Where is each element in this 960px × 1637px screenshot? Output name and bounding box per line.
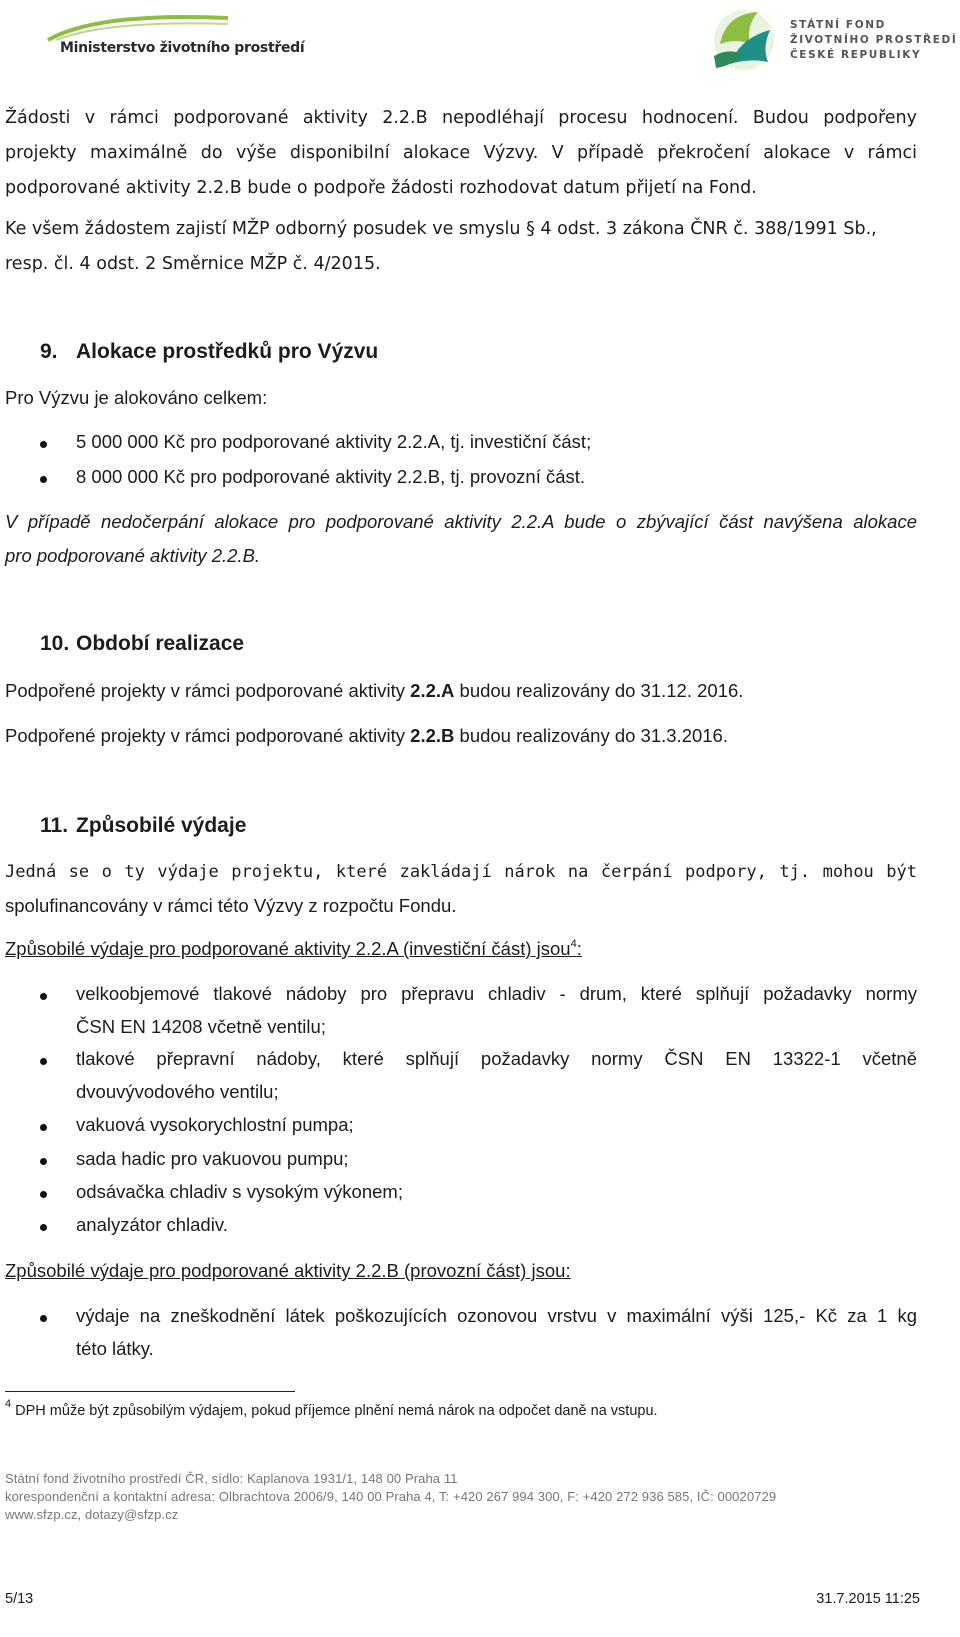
section-lead: Pro Výzvu je alokováno celkem:	[5, 387, 268, 408]
allocation-note-line: pro podporované aktivity 2.2.B.	[5, 545, 261, 566]
section-number: 9.	[40, 340, 58, 363]
realization-text: budou realizovány do 31.12. 2016.	[454, 680, 744, 701]
list-item: sada hadic pro vakuovou pumpu;	[76, 1148, 349, 1169]
footer-contact: korespondenční a kontaktní adresa: Olbrachtova 2006/9, 140 00 Praha 4, T: +420 267 994 300, F: +420 272 936 585, IČ: 00020729	[5, 1489, 777, 1504]
intro-line: resp. čl. 4 odst. 2 Směrnice MŽP č. 4/2015.	[5, 254, 381, 274]
intro-line: Ke všem žádostem zajistí MŽP odborný posudek ve smyslu § 4 odst. 3 zákona ČNR č. 388/1991 Sb.,	[5, 219, 877, 239]
fund-leaf-icon	[706, 4, 782, 76]
intro-line: podporované aktivity 2.2.B bude o podpoře žádosti rozhodovat datum přijetí na Fond.	[5, 178, 757, 198]
bullet-icon	[40, 1315, 47, 1322]
allocation-note-line: V případě nedočerpání alokace pro podporované aktivity 2.2.A bude o zbývající část navýšena alokace	[5, 511, 917, 532]
bullet-icon	[40, 1191, 47, 1198]
section-title: Alokace prostředků pro Výzvu	[76, 340, 379, 363]
eligible-b-heading: Způsobilé výdaje pro podporované aktivity 2.2.B (provozní část) jsou:	[5, 1260, 571, 1281]
footnote-divider	[5, 1391, 295, 1392]
section-number: 10.	[40, 632, 70, 655]
realization-line	[5, 725, 728, 747]
fund-logo-line: ŽIVOTNÍHO PROSTŘEDÍ	[790, 34, 958, 46]
eligible-a-heading	[5, 938, 582, 960]
bullet-icon	[40, 476, 47, 483]
realization-text: Podpořené projekty v rámci podporované aktivity	[5, 725, 411, 746]
bullet-icon	[40, 1224, 47, 1231]
list-item: velkoobjemové tlakové nádoby pro přepravu chladiv - drum, které splňují požadavky normy	[76, 983, 917, 1004]
bullet-icon	[40, 441, 47, 448]
list-item: odsávačka chladiv s vysokým výkonem;	[76, 1181, 403, 1202]
eligible-intro-line: Jedná se o ty výdaje projektu, které zakládají nárok na čerpání podpory, tj. mohou být	[5, 862, 917, 882]
intro-line: Žádosti v rámci podporované aktivity 2.2.B nepodléhají procesu hodnocení. Budou podpořeny	[5, 108, 917, 128]
footer-web: www.sfzp.cz, dotazy@sfzp.cz	[5, 1507, 179, 1522]
bullet-icon	[40, 1158, 47, 1165]
footnote-ref: 4	[570, 938, 577, 950]
section-number: 11.	[40, 814, 69, 837]
realization-text: Podpořené projekty v rámci podporované aktivity	[5, 680, 411, 701]
activity-code: 2.2.B	[410, 725, 455, 746]
realization-line	[5, 680, 743, 702]
list-item-continuation: ČSN EN 14208 včetně ventilu;	[76, 1016, 326, 1037]
bullet-icon	[40, 1124, 47, 1131]
list-item: 8 000 000 Kč pro podporované aktivity 2.2.B, tj. provozní část.	[76, 466, 586, 487]
list-item: tlakové přepravní nádoby, které splňují požadavky normy ČSN EN 13322-1 včetně	[76, 1048, 917, 1069]
eligible-a-heading-text: Způsobilé výdaje pro podporované aktivity 2.2.A (investiční část) jsou	[5, 938, 571, 959]
activity-code: 2.2.A	[410, 680, 455, 701]
eligible-intro-line: spolufinancovány v rámci této Výzvy z rozpočtu Fondu.	[5, 895, 457, 916]
ministry-logo-arc-icon	[38, 10, 238, 42]
footnote	[5, 1398, 658, 1419]
list-item: 5 000 000 Kč pro podporované aktivity 2.2.A, tj. investiční část;	[76, 431, 592, 452]
page-number: 5/13	[5, 1591, 34, 1607]
fund-logo-line: STÁTNÍ FOND	[790, 19, 886, 31]
section-title: Období realizace	[76, 632, 245, 655]
fund-logo-line: ČESKÉ REPUBLIKY	[790, 49, 922, 61]
ministry-logo-text: Ministerstvo životního prostředí	[60, 40, 305, 56]
realization-text: budou realizovány do 31.3.2016.	[454, 725, 728, 746]
list-item-continuation: dvouvývodového ventilu;	[76, 1081, 279, 1102]
footer-address: Státní fond životního prostředí ČR, sídlo: Kaplanova 1931/1, 148 00 Praha 11	[5, 1471, 458, 1486]
fund-logo-text	[790, 18, 957, 63]
list-item: vakuová vysokorychlostní pumpa;	[76, 1114, 354, 1135]
list-item-continuation: této látky.	[76, 1338, 154, 1359]
fund-logo	[706, 4, 958, 76]
footnote-number: 4	[5, 1398, 12, 1410]
eligible-a-heading-colon: :	[576, 938, 582, 959]
list-item: výdaje na zneškodnění látek poškozujících ozonovou vrstvu v maximální výši 125,- Kč za 1 kg	[76, 1305, 917, 1326]
ministry-logo	[20, 10, 305, 60]
bullet-icon	[40, 1058, 47, 1065]
print-datetime: 31.7.2015 11:25	[816, 1591, 920, 1607]
intro-line: projekty maximálně do výše disponibilní alokace Výzvy. V případě překročení alokace v rámci	[5, 143, 917, 163]
section-title: Způsobilé výdaje	[76, 814, 247, 837]
footnote-text: DPH může být způsobilým výdajem, pokud příjemce plnění nemá nárok na odpočet daně na vstupu.	[11, 1403, 658, 1419]
list-item: analyzátor chladiv.	[76, 1214, 228, 1235]
bullet-icon	[40, 993, 47, 1000]
